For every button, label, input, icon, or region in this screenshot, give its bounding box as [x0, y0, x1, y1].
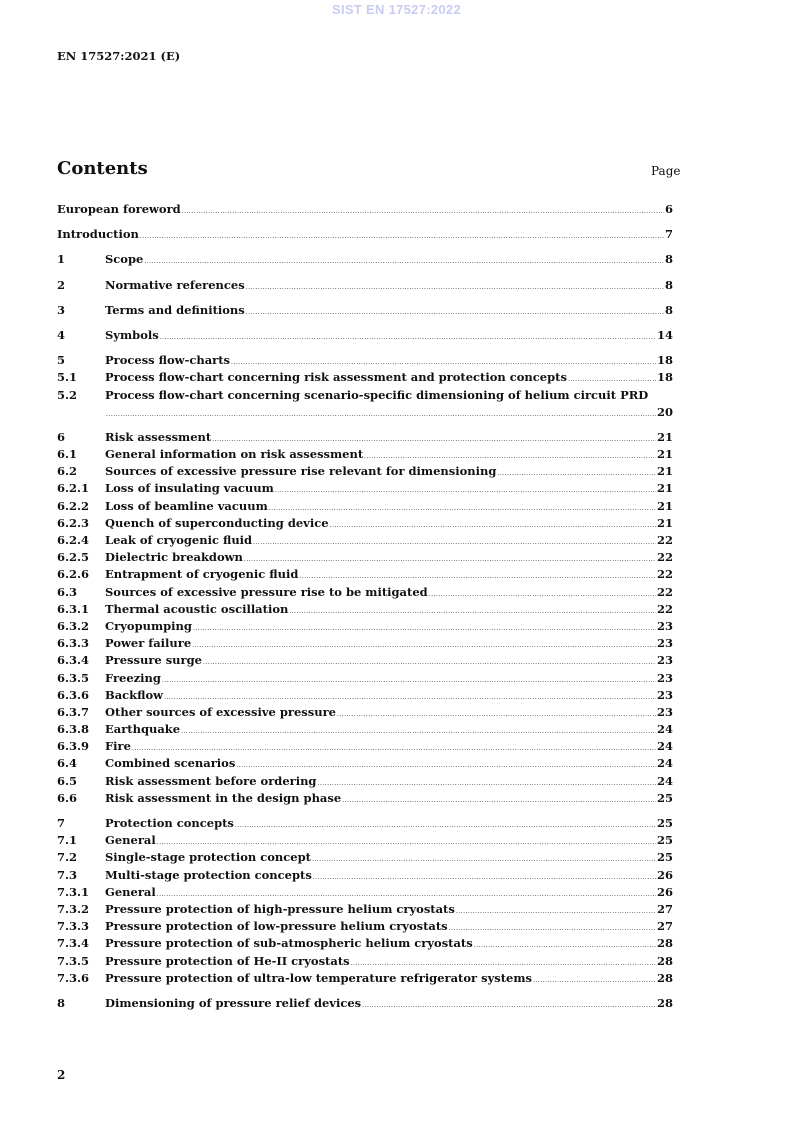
- toc-leader-dots: [246, 279, 664, 296]
- toc-entry-page: 23: [656, 687, 673, 702]
- toc-entry[interactable]: [57, 849, 673, 866]
- toc-entry-number: 6.3.1: [57, 601, 90, 616]
- toc-entry-title: Freezing: [105, 670, 161, 685]
- toc-entry-page: 22: [656, 601, 673, 616]
- toc-entry[interactable]: [57, 463, 673, 480]
- toc-entry-number: 6.3.6: [57, 687, 90, 702]
- toc-leader-dots: [140, 228, 664, 245]
- toc-entry-title: Power failure: [105, 636, 192, 651]
- toc-entry-page: 22: [656, 567, 673, 582]
- toc-entry-title: Multi-stage protection concepts: [105, 867, 312, 882]
- toc-entry-title: Backflow: [105, 687, 164, 702]
- document-id: EN 17527:2021 (E): [57, 49, 181, 63]
- toc-entry-page: 25: [656, 816, 673, 831]
- toc-entry-title: Pressure protection of ultra-low temperature refrigerator systems: [105, 970, 532, 985]
- toc-entry[interactable]: [57, 704, 673, 721]
- toc-entry-title: Process flow-chart concerning scenario-specific dimensioning of helium circuit PRD: [105, 387, 649, 402]
- toc-entry-page: 23: [656, 704, 673, 719]
- toc-entry[interactable]: [57, 670, 673, 687]
- toc-entry[interactable]: [57, 738, 673, 755]
- toc-entry-page: 18: [656, 370, 673, 385]
- toc-entry-page: 25: [656, 850, 673, 865]
- toc-leader-dots: [182, 203, 664, 220]
- toc-entry-title: Pressure surge: [105, 653, 202, 668]
- toc-entry-number: 6.3.3: [57, 636, 90, 651]
- toc-entry-page: 22: [656, 550, 673, 565]
- toc-entry-title: Normative references: [105, 277, 245, 292]
- toc-entry[interactable]: [57, 773, 673, 790]
- toc-entry[interactable]: [57, 832, 673, 849]
- toc-leader-dots: [533, 972, 656, 989]
- toc-entry-page: 21: [656, 498, 673, 513]
- toc-entry-title: Risk assessment before ordering: [105, 773, 317, 788]
- toc-entry[interactable]: [57, 815, 673, 832]
- toc-entry-number: 6.2.6: [57, 567, 90, 582]
- toc-entry-page: 24: [656, 756, 673, 771]
- toc-entry-page: 28: [656, 995, 673, 1010]
- toc-entry-title: Pressure protection of He-II cryostats: [105, 953, 350, 968]
- toc-entry-page: 27: [656, 919, 673, 934]
- toc-entry-title: Sources of excessive pressure rise to be mitigated: [105, 584, 428, 599]
- toc-leader-dots: [246, 304, 664, 321]
- toc-entry-title: Single-stage protection concept: [105, 850, 311, 865]
- toc-entry[interactable]: [57, 884, 673, 901]
- toc-entry[interactable]: [57, 867, 673, 884]
- toc-entry-title: Protection concepts: [105, 816, 234, 831]
- toc-entry-page: 21: [656, 429, 673, 444]
- toc-entry[interactable]: [57, 953, 673, 970]
- toc-entry[interactable]: [57, 652, 673, 669]
- toc-entry-number: 5: [57, 353, 66, 368]
- toc-entry-page: 23: [656, 653, 673, 668]
- toc-entry[interactable]: [57, 387, 673, 421]
- toc-entry-page: 24: [656, 739, 673, 754]
- toc-entry-number: 4: [57, 327, 66, 342]
- toc-entry[interactable]: [57, 601, 673, 618]
- toc-entry[interactable]: [57, 901, 673, 918]
- toc-entry[interactable]: [57, 566, 673, 583]
- toc-entry-page: 14: [656, 327, 673, 342]
- toc-entry-page: 18: [656, 353, 673, 368]
- toc-entry-title: Pressure protection of high-pressure helium cryostats: [105, 901, 455, 916]
- toc-entry[interactable]: [57, 429, 673, 446]
- toc-entry-page: 8: [664, 302, 673, 317]
- toc-entry-number: 8: [57, 995, 66, 1010]
- toc-entry-title: Cryopumping: [105, 618, 192, 633]
- toc-entry-page: 21: [656, 464, 673, 479]
- toc-entry-number: 6.1: [57, 447, 78, 462]
- toc-entry-number: 6.2.5: [57, 550, 90, 565]
- toc-entry-title: Process flow-chart concerning risk assessment and protection concepts: [105, 370, 567, 385]
- toc-leader-dots: [106, 406, 656, 423]
- toc-entry-page: 8: [664, 252, 673, 267]
- page-number: 2: [57, 1068, 66, 1082]
- toc-entry-number: 7.3: [57, 867, 78, 882]
- toc-entry[interactable]: [57, 498, 673, 515]
- toc-entry-page: 21: [656, 481, 673, 496]
- toc-entry-page: 7: [664, 227, 673, 242]
- watermark: SIST EN 17527:2022: [332, 2, 461, 17]
- toc-entry-title: Risk assessment: [105, 429, 212, 444]
- toc-entry-number: 7.3.1: [57, 884, 90, 899]
- toc-entry-title: Loss of beamline vacuum: [105, 498, 268, 513]
- toc-entry-number: 6.2: [57, 464, 78, 479]
- toc-entry-number: 1: [57, 252, 66, 267]
- toc-entry[interactable]: [57, 618, 673, 635]
- toc-entry-number: 6.3.9: [57, 739, 90, 754]
- toc-entry-page: 21: [656, 447, 673, 462]
- toc-entry[interactable]: [57, 277, 673, 294]
- toc-entry-number: 6.6: [57, 790, 78, 805]
- toc-entry-number: 6.3.2: [57, 618, 90, 633]
- toc-entry-page: 23: [656, 636, 673, 651]
- toc-entry-number: 7.3.3: [57, 919, 90, 934]
- toc-entry[interactable]: [57, 515, 673, 532]
- toc-entry-title: Dielectric breakdown: [105, 550, 243, 565]
- toc-entry-number: 5.1: [57, 370, 78, 385]
- toc-entry-page: 24: [656, 773, 673, 788]
- table-of-contents: [57, 201, 673, 1012]
- toc-entry[interactable]: [57, 201, 673, 218]
- toc-entry-number: 6: [57, 429, 66, 444]
- toc-entry[interactable]: [57, 790, 673, 807]
- toc-entry-title: General: [105, 884, 156, 899]
- toc-entry-page: 23: [656, 670, 673, 685]
- toc-entry[interactable]: [57, 327, 673, 344]
- toc-entry-number: 6.3.4: [57, 653, 90, 668]
- toc-entry-number: 6.3.8: [57, 722, 90, 737]
- toc-entry-title: Scope: [105, 252, 144, 267]
- toc-entry-number: 2: [57, 277, 66, 292]
- toc-entry-page: 25: [656, 833, 673, 848]
- page-column-label: Page: [651, 164, 681, 178]
- toc-entry-number: 7.3.2: [57, 901, 90, 916]
- toc-entry-title: Dimensioning of pressure relief devices: [105, 995, 362, 1010]
- toc-entry-page: 26: [656, 867, 673, 882]
- toc-entry-title: Leak of cryogenic fluid: [105, 533, 253, 548]
- contents-title: Contents: [57, 158, 148, 179]
- toc-entry-page: 28: [656, 936, 673, 951]
- toc-entry-title: Terms and definitions: [105, 302, 245, 317]
- toc-entry-number: 6.2.1: [57, 481, 90, 496]
- toc-entry-title: Sources of excessive pressure rise relevant for dimensioning: [105, 464, 497, 479]
- toc-entry-title: General information on risk assessment: [105, 447, 364, 462]
- toc-entry-number: 6.3: [57, 584, 78, 599]
- toc-entry-number: 6.2.2: [57, 498, 90, 513]
- toc-entry[interactable]: [57, 532, 673, 549]
- toc-entry[interactable]: [57, 584, 673, 601]
- toc-entry-title: Pressure protection of sub-atmospheric helium cryostats: [105, 936, 473, 951]
- toc-entry-number: 7.3.5: [57, 953, 90, 968]
- toc-entry-page: 22: [656, 533, 673, 548]
- toc-entry-number: 6.3.5: [57, 670, 90, 685]
- toc-entry[interactable]: [57, 369, 673, 386]
- toc-entry-title: Pressure protection of low-pressure helium cryostats: [105, 919, 448, 934]
- toc-entry-page: 28: [656, 953, 673, 968]
- toc-entry-title: Loss of insulating vacuum: [105, 481, 274, 496]
- toc-entry-title: Risk assessment in the design phase: [105, 790, 342, 805]
- toc-entry-page: 23: [656, 618, 673, 633]
- toc-entry[interactable]: [57, 995, 673, 1012]
- toc-leader-dots: [160, 329, 656, 346]
- toc-entry-number: 6.4: [57, 756, 78, 771]
- toc-entry-number: 7.3.6: [57, 970, 90, 985]
- toc-entry-number: 7: [57, 816, 66, 831]
- toc-entry[interactable]: [57, 251, 673, 268]
- toc-entry-page: 20: [656, 404, 673, 419]
- toc-entry[interactable]: [57, 918, 673, 935]
- toc-entry-number: 6.2.3: [57, 515, 90, 530]
- toc-entry-page: 25: [656, 790, 673, 805]
- toc-entry-title: European foreword: [57, 202, 181, 216]
- toc-entry-page: 6: [664, 202, 673, 216]
- toc-entry-number: 6.2.4: [57, 533, 90, 548]
- toc-entry-number: 5.2: [57, 387, 78, 402]
- toc-entry-title: General: [105, 833, 156, 848]
- toc-leader-dots: [362, 997, 656, 1014]
- toc-entry[interactable]: [57, 302, 673, 319]
- toc-entry-number: 7.3.4: [57, 936, 90, 951]
- toc-entry-title: Combined scenarios: [105, 756, 236, 771]
- toc-entry-page: 24: [656, 722, 673, 737]
- toc-entry-number: 7.1: [57, 833, 78, 848]
- toc-entry-page: 26: [656, 884, 673, 899]
- toc-entry[interactable]: [57, 970, 673, 987]
- toc-entry-number: 6.3.7: [57, 704, 90, 719]
- toc-entry-title: Introduction: [57, 227, 139, 242]
- toc-leader-dots: [342, 792, 656, 809]
- toc-entry-page: 28: [656, 970, 673, 985]
- toc-entry[interactable]: [57, 226, 673, 243]
- toc-entry[interactable]: [57, 635, 673, 652]
- toc-entry-number: 3: [57, 302, 66, 317]
- toc-entry[interactable]: [57, 935, 673, 952]
- toc-entry-title: Earthquake: [105, 722, 181, 737]
- toc-entry[interactable]: [57, 755, 673, 772]
- toc-leader-dots: [144, 253, 664, 270]
- toc-entry[interactable]: [57, 480, 673, 497]
- toc-entry-title: Quench of superconducting device: [105, 515, 329, 530]
- toc-entry[interactable]: [57, 549, 673, 566]
- toc-entry-title: Entrapment of cryogenic fluid: [105, 567, 299, 582]
- toc-entry[interactable]: [57, 446, 673, 463]
- toc-entry-page: 8: [664, 277, 673, 292]
- toc-entry-page: 27: [656, 901, 673, 916]
- toc-entry-title: Process flow-charts: [105, 353, 231, 368]
- toc-entry-title: Symbols: [105, 327, 159, 342]
- toc-entry-title: Fire: [105, 739, 131, 754]
- toc-entry[interactable]: [57, 352, 673, 369]
- toc-entry-title: Other sources of excessive pressure: [105, 704, 336, 719]
- toc-entry-page: 21: [656, 515, 673, 530]
- toc-entry-title: Thermal acoustic oscillation: [105, 601, 289, 616]
- toc-entry-number: 7.2: [57, 850, 78, 865]
- toc-entry-number: 6.5: [57, 773, 78, 788]
- toc-entry[interactable]: [57, 721, 673, 738]
- toc-entry[interactable]: [57, 687, 673, 704]
- toc-entry-page: 22: [656, 584, 673, 599]
